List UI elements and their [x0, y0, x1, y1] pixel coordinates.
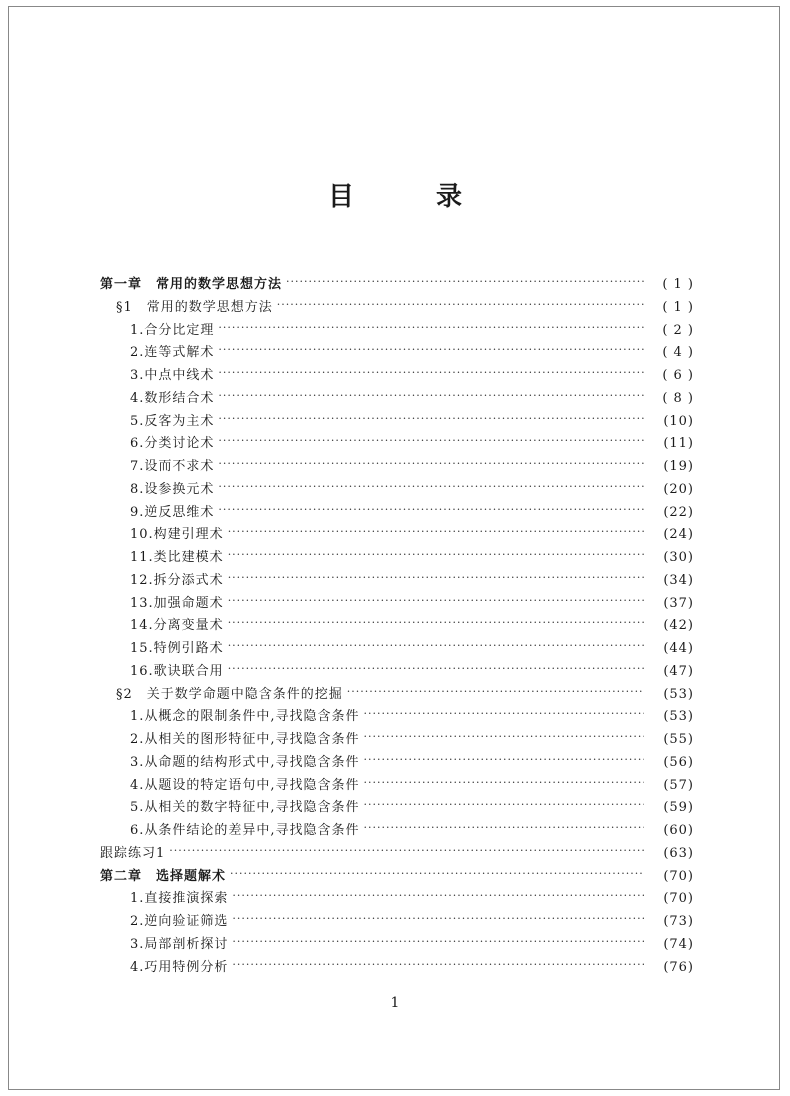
toc-entry-page: (34) [663, 572, 694, 588]
dot-leader [218, 339, 644, 362]
toc-entry-page: (37) [663, 595, 694, 611]
toc-entry-title: 15.特例引路术 [130, 641, 224, 656]
toc-entry-page: ( 4 ) [662, 345, 694, 361]
dot-leader [218, 317, 644, 340]
toc-entry-page: (11) [663, 436, 694, 452]
toc-entry-page: (44) [663, 641, 694, 656]
toc-entry-title: 5.从相关的数字特征中,寻找隐含条件 [130, 800, 360, 816]
toc-entry-page: ( 1 ) [662, 299, 694, 315]
toc-entry-page: ( 8 ) [662, 390, 694, 406]
toc-entry-title: §1 常用的数学思想方法 [116, 299, 273, 315]
dot-leader [232, 931, 644, 954]
dot-leader [218, 408, 644, 431]
toc-entry-page: (57) [663, 777, 694, 793]
toc-entry-page: (53) [663, 709, 694, 725]
toc-entry-title: 5.反客为主术 [130, 413, 215, 429]
table-of-contents [100, 274, 694, 979]
dot-leader [218, 430, 644, 453]
toc-entry-page: (30) [663, 550, 694, 565]
toc-entry-title: 1.从概念的限制条件中,寻找隐含条件 [130, 709, 360, 725]
toc-entry-title: 4.巧用特例分析 [130, 959, 229, 975]
toc-entry-page: (70) [663, 868, 694, 884]
dot-leader [169, 840, 644, 863]
toc-entry-title: 12.拆分添式术 [130, 572, 224, 588]
toc-entry-title: 16.歌诀联合用 [130, 663, 224, 679]
toc-entry-page: (47) [663, 663, 694, 679]
dot-leader [286, 271, 644, 294]
toc-entry-page: (63) [663, 845, 694, 861]
toc-entry-title: 2.逆向验证筛选 [130, 914, 229, 929]
toc-entry-page: (20) [663, 481, 694, 497]
toc-entry-page: (24) [663, 527, 694, 543]
toc-entry-title: 6.从条件结论的差异中,寻找隐含条件 [130, 823, 360, 838]
dot-leader [228, 612, 644, 635]
toc-entry-page: (70) [663, 891, 694, 907]
toc-entry-title: 第二章 选择题解术 [100, 868, 227, 884]
toc-entry-title: 6.分类讨论术 [130, 436, 215, 452]
toc-heading: 目 录 [327, 182, 490, 212]
toc-entry-page: ( 6 ) [662, 368, 694, 383]
toc-entry-title: 9.逆反思维术 [130, 504, 215, 520]
dot-leader [228, 544, 644, 567]
dot-leader [364, 749, 644, 772]
toc-entry-page: (59) [663, 800, 694, 816]
toc-entry-title: 3.局部剖析探讨 [130, 936, 229, 952]
toc-entry-title: 10.构建引理术 [130, 527, 224, 543]
dot-leader [228, 658, 644, 681]
dot-leader [364, 772, 644, 795]
toc-entry-page: (76) [663, 959, 694, 975]
toc-entry-title: 4.从题设的特定语句中,寻找隐含条件 [130, 777, 360, 793]
toc-entry-page: (55) [663, 732, 694, 747]
toc-entry-page: (53) [663, 686, 694, 702]
toc-entry-page: (56) [663, 754, 694, 770]
toc-entry-title: 8.设参换元术 [130, 481, 215, 497]
dot-leader [347, 681, 644, 704]
toc-entry-title: 2.从相关的图形特征中,寻找隐含条件 [130, 732, 360, 747]
dot-leader [218, 476, 644, 499]
toc-entry-title: 13.加强命题术 [130, 595, 224, 611]
toc-entry-page: ( 2 ) [662, 322, 694, 338]
toc-entry-page: (10) [663, 413, 694, 429]
dot-leader [218, 362, 644, 385]
dot-leader [228, 521, 644, 544]
toc-entry-title: 3.中点中线术 [130, 368, 215, 383]
dot-leader [228, 635, 644, 658]
dot-leader [232, 885, 644, 908]
dot-leader [364, 726, 644, 749]
toc-entry-page: (74) [663, 936, 694, 952]
dot-leader [232, 954, 644, 977]
toc-entry[interactable] [100, 957, 694, 980]
toc-entry-page: (73) [663, 914, 694, 929]
toc-entry-page: ( 1 ) [662, 277, 694, 292]
toc-entry-page: (22) [663, 504, 694, 520]
toc-entry-title: 2.连等式解术 [130, 345, 215, 361]
dot-leader [364, 817, 644, 840]
dot-leader [218, 499, 644, 522]
dot-leader [230, 863, 644, 886]
dot-leader [228, 567, 644, 590]
toc-entry-title: 3.从命题的结构形式中,寻找隐含条件 [130, 754, 360, 770]
toc-entry-title: 第一章 常用的数学思想方法 [100, 277, 283, 292]
toc-entry-page: (19) [663, 459, 694, 474]
toc-entry-title: 4.数形结合术 [130, 390, 215, 406]
dot-leader [218, 453, 644, 476]
dot-leader [277, 294, 644, 317]
toc-entry-page: (60) [663, 823, 694, 838]
toc-entry-title: 14.分离变量术 [130, 618, 224, 634]
toc-entry-title: §2 关于数学命题中隐含条件的挖掘 [116, 686, 343, 702]
toc-entry-page: (42) [663, 618, 694, 634]
dot-leader [364, 794, 644, 817]
dot-leader [364, 703, 644, 726]
toc-entry-title: 1.合分比定理 [130, 322, 215, 338]
dot-leader [232, 908, 644, 931]
toc-entry-title: 跟踪练习1 [100, 845, 166, 861]
page-number: 1 [390, 995, 400, 1011]
toc-entry-title: 1.直接推演探索 [130, 891, 229, 907]
toc-entry-title: 11.类比建模术 [130, 550, 224, 565]
toc-entry-title: 7.设而不求术 [130, 459, 215, 474]
dot-leader [218, 385, 644, 408]
dot-leader [228, 590, 644, 613]
